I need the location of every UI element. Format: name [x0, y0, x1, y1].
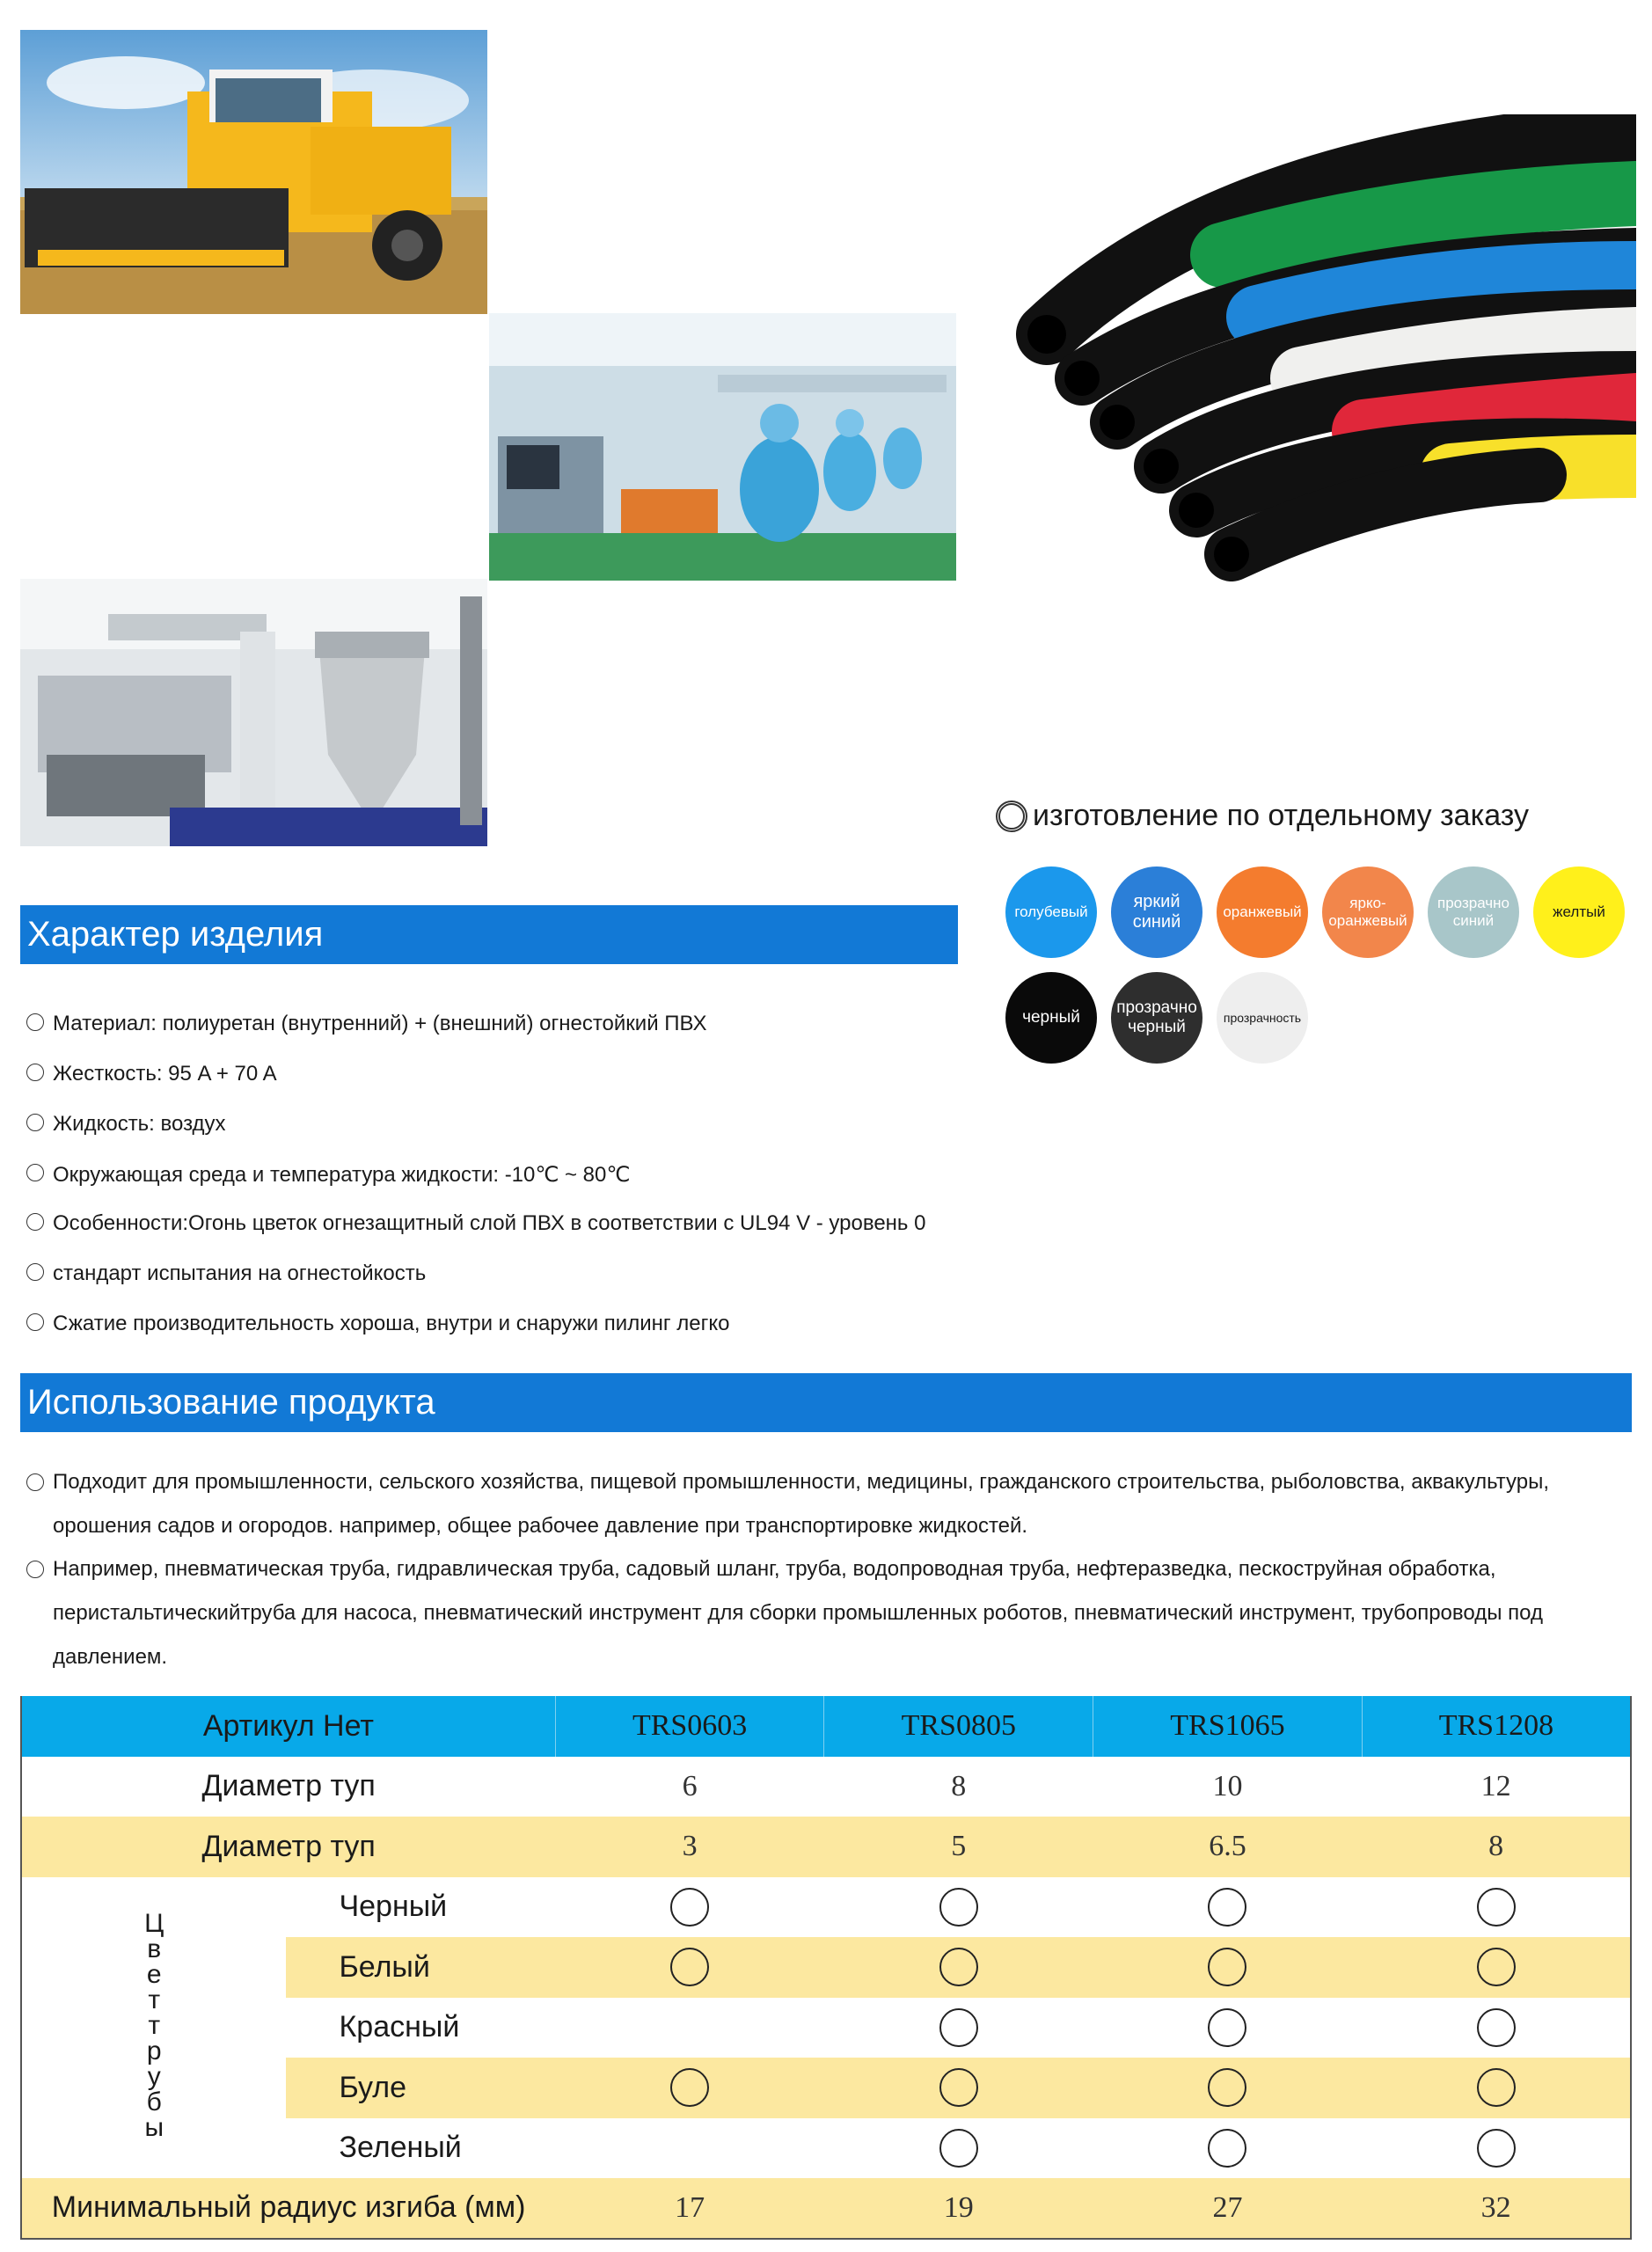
swatch-clear-black: прозрачно черный — [1111, 972, 1202, 1064]
circle-bullet-icon — [26, 1473, 44, 1491]
usage-item: Например, пневматическая труба, гидравлическая труба, садовый шланг, труба, водопроводная труба, нефтеразведка, пескоструйная обработка, перистальтическийтруба для насоса, пневматический инструмент для сборки промышленных роботов, пневматический инструмент, трубопроводы под давлением. — [26, 1547, 1627, 1679]
available-icon — [1208, 2068, 1246, 2107]
available-icon — [670, 2068, 709, 2107]
feature-item: Жесткость: 95 A + 70 A — [26, 1062, 277, 1086]
outer-diameter-row — [21, 1757, 1631, 1817]
color-group-label: Ц в е т т р у б ы — [21, 1877, 286, 2179]
table-cell: 3 — [555, 1817, 824, 1877]
table-cell: 6 — [682, 1769, 698, 1802]
swatch-light-blue: голубевый — [1005, 866, 1097, 958]
table-cell: 5 — [824, 1817, 1093, 1877]
swatch-black: черный — [1005, 972, 1097, 1064]
double-circle-icon — [996, 801, 1027, 832]
feature-item: Особенности:Огонь цветок огнезащитный слой ПВХ в соответствии с UL94 V - уровень 0 — [26, 1211, 925, 1236]
swatch-yellow: желтый — [1533, 866, 1625, 958]
circle-bullet-icon — [26, 1263, 44, 1281]
table-header-row — [21, 1696, 1631, 1757]
circle-bullet-icon — [26, 1114, 44, 1131]
usage-header — [20, 1373, 1632, 1432]
model-cell: TRS1065 — [1093, 1696, 1363, 1757]
table-cell: 12 — [1480, 1769, 1511, 1802]
swatch-bright-orange: ярко-оранжевый — [1322, 866, 1414, 958]
usage-item: Подходит для промышленности, сельского хозяйства, пищевой промышленности, медицины, гражданского строительства, рыболовства, аквакультуры, орошения садов и огородов. например, общее рабочее давление при транспортировке жидкостей. — [26, 1460, 1627, 1548]
swatch-bright-blue: яркий синий — [1111, 866, 1202, 958]
table-cell: 32 — [1362, 2178, 1631, 2239]
outer-diameter-label: Диаметр туп — [201, 1769, 376, 1803]
color-name: Зеленый — [339, 2131, 462, 2165]
available-icon — [1477, 1948, 1516, 1986]
feature-item: Материал: полиуретан (внутренний) + (внешний) огнестойкий ПВХ — [26, 1012, 706, 1036]
available-icon — [1208, 1948, 1246, 1986]
available-icon — [1477, 2008, 1516, 2047]
article-header: Артикул Нет — [21, 1696, 555, 1757]
available-icon — [670, 1888, 709, 1927]
available-icon — [939, 2068, 978, 2107]
spec-table — [20, 1696, 1632, 2240]
available-icon — [939, 1948, 978, 1986]
table-cell: 8 — [1362, 1817, 1631, 1877]
available-icon — [1208, 1888, 1246, 1927]
circle-bullet-icon — [26, 1013, 44, 1031]
available-icon — [1208, 2129, 1246, 2168]
machinery-photo — [20, 579, 487, 846]
color-row — [21, 1877, 1631, 1938]
table-cell: 19 — [824, 2178, 1093, 2239]
color-name: Черный — [339, 1890, 448, 1924]
swatch-orange: оранжевый — [1217, 866, 1308, 958]
tubes-photo — [1012, 114, 1636, 589]
inner-diameter-row — [21, 1817, 1631, 1877]
min-radius-label: Минимальный радиус изгиба (мм) — [21, 2178, 555, 2239]
table-cell: 17 — [555, 2178, 824, 2239]
color-name: Белый — [286, 1937, 555, 1998]
circle-bullet-icon — [26, 1313, 44, 1331]
inner-diameter-label: Диаметр туп — [21, 1817, 555, 1877]
available-icon — [1477, 1888, 1516, 1927]
model-cell: TRS1208 — [1362, 1696, 1631, 1757]
feature-item: Сжатие производительность хороша, внутри и снаружи пилинг легко — [26, 1312, 730, 1336]
model-cell: TRS0603 — [555, 1696, 824, 1757]
feature-item: стандарт испытания на огнестойкость — [26, 1261, 426, 1286]
table-cell: 10 — [1212, 1769, 1243, 1802]
features-header — [20, 905, 958, 964]
feature-item: Жидкость: воздух — [26, 1112, 226, 1137]
color-name: Буле — [286, 2058, 555, 2118]
factory-photo — [489, 313, 956, 581]
color-name: Красный — [339, 2010, 460, 2044]
available-icon — [1477, 2129, 1516, 2168]
available-icon — [1208, 2008, 1246, 2047]
circle-bullet-icon — [26, 1064, 44, 1081]
feature-item: Окружающая среда и температура жидкости: -10℃ ~ 80℃ — [26, 1162, 630, 1188]
table-cell: 6.5 — [1093, 1817, 1363, 1877]
custom-order-label: изготовление по отдельному заказу — [1033, 799, 1529, 832]
model-cell: TRS0805 — [824, 1696, 1093, 1757]
swatch-transparent: прозрачность — [1217, 972, 1308, 1064]
circle-bullet-icon — [26, 1213, 44, 1231]
swatch-clear-blue: прозрачно синий — [1428, 866, 1519, 958]
available-icon — [939, 1888, 978, 1927]
available-icon — [939, 2008, 978, 2047]
table-cell: 27 — [1093, 2178, 1363, 2239]
harvester-photo — [20, 30, 487, 314]
available-icon — [670, 1948, 709, 1986]
circle-bullet-icon — [26, 1164, 44, 1181]
table-cell: 8 — [951, 1769, 967, 1802]
circle-bullet-icon — [26, 1561, 44, 1578]
usage-title: Использование продукта — [27, 1383, 435, 1422]
available-icon — [1477, 2068, 1516, 2107]
available-icon — [939, 2129, 978, 2168]
min-radius-row — [21, 2178, 1631, 2239]
custom-order-title — [996, 799, 1529, 833]
features-title: Характер изделия — [27, 915, 324, 954]
